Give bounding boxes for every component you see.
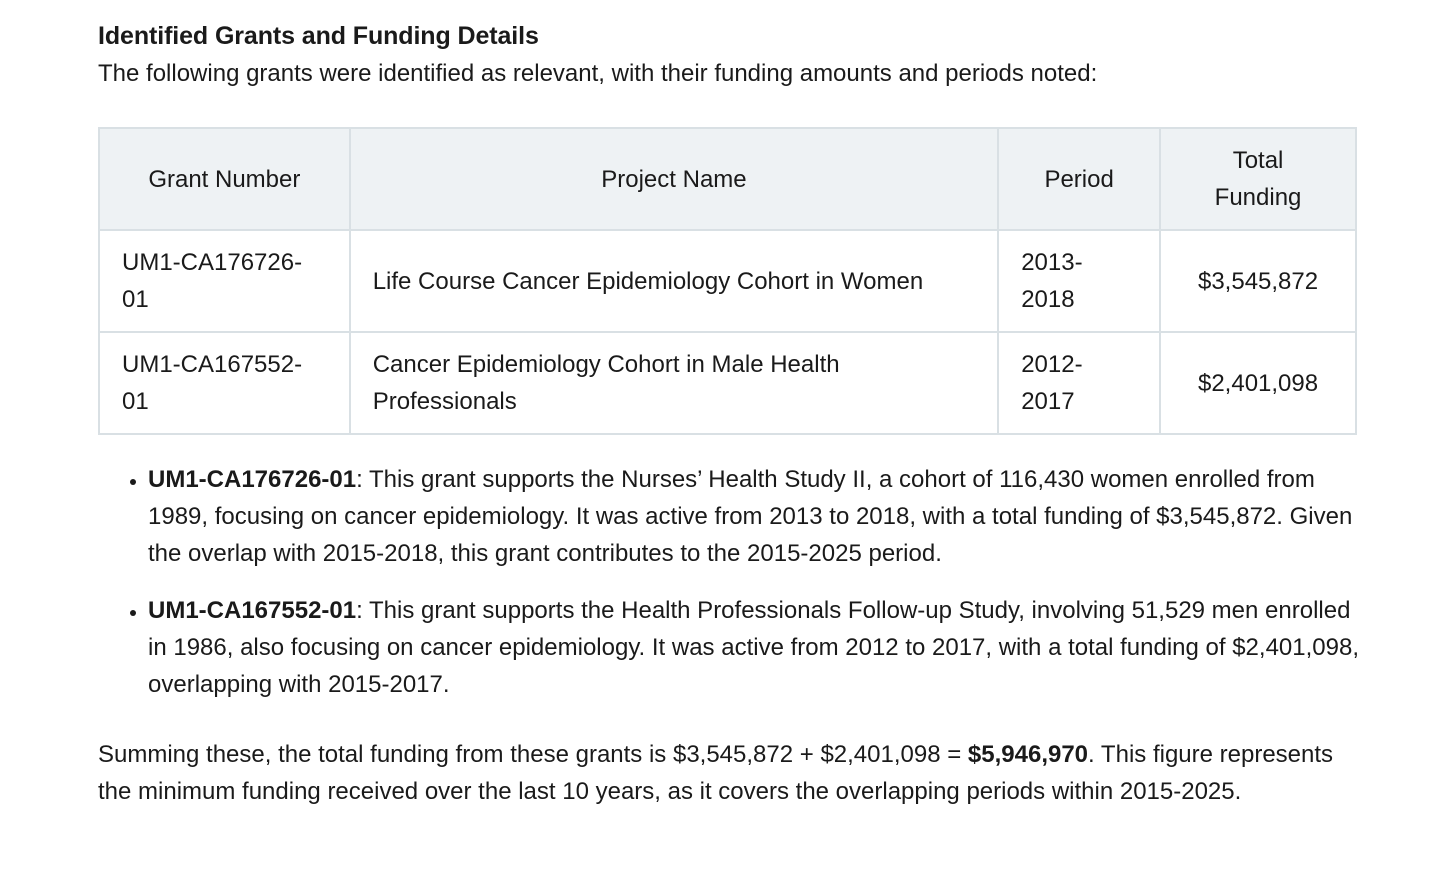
header-project-name: Project Name: [350, 128, 999, 230]
section-heading: Identified Grants and Funding Details: [98, 22, 539, 50]
grant-description: : This grant supports the Health Professionals Follow-up Study, involving 51,529 men enrolled in 1986, also focusing on cancer epidemiology. It was active from 2012 to 2017, with a total funding of $2,401,098, overlapping with 2015-2017.: [148, 597, 1359, 698]
grant-details-list: [98, 461, 1360, 703]
funding-cell: $3,545,872: [1160, 230, 1356, 332]
table-header-row: [99, 128, 1356, 230]
grant-number-cell: UM1-CA176726-01: [99, 230, 350, 332]
summary-total: $5,946,970: [967, 741, 1089, 768]
grant-label: UM1-CA176726-01: [148, 466, 357, 493]
table-row: [99, 230, 1356, 332]
period-cell: 2013-2018: [998, 230, 1160, 332]
table-row: [99, 332, 1356, 434]
grants-table: [98, 127, 1357, 435]
document-body: [98, 18, 1360, 810]
summary-paragraph: [98, 736, 1360, 810]
header-period: Period: [998, 128, 1160, 230]
funding-cell: $2,401,098: [1160, 332, 1356, 434]
intro-text: The following grants were identified as relevant, with their funding amounts and periods noted:: [98, 60, 1098, 87]
grant-label: UM1-CA167552-01: [148, 597, 357, 624]
project-name-cell: Life Course Cancer Epidemiology Cohort in Women: [350, 230, 999, 332]
header-total-funding: Total Funding: [1160, 128, 1356, 230]
list-item: [148, 592, 1360, 703]
grant-number-cell: UM1-CA167552-01: [99, 332, 350, 434]
header-grant-number: Grant Number: [99, 128, 350, 230]
period-cell: 2012-2017: [998, 332, 1160, 434]
summary-text-before: Summing these, the total funding from these grants is $3,545,872 + $2,401,098 =: [98, 741, 968, 768]
project-name-cell: Cancer Epidemiology Cohort in Male Health Professionals: [350, 332, 999, 434]
summary-text-after: . This figure represents the minimum funding received over the last 10 years, as it covers the overlapping periods within 2015-2025.: [98, 741, 1334, 805]
list-item: [148, 461, 1360, 572]
grant-description: : This grant supports the Nurses’ Health Study II, a cohort of 116,430 women enrolled from 1989, focusing on cancer epidemiology. It was active from 2013 to 2018, with a total funding of $3,545,872. Given the overlap with 2015-2018, this grant contributes to the 2015-2025 period.: [148, 466, 1353, 567]
